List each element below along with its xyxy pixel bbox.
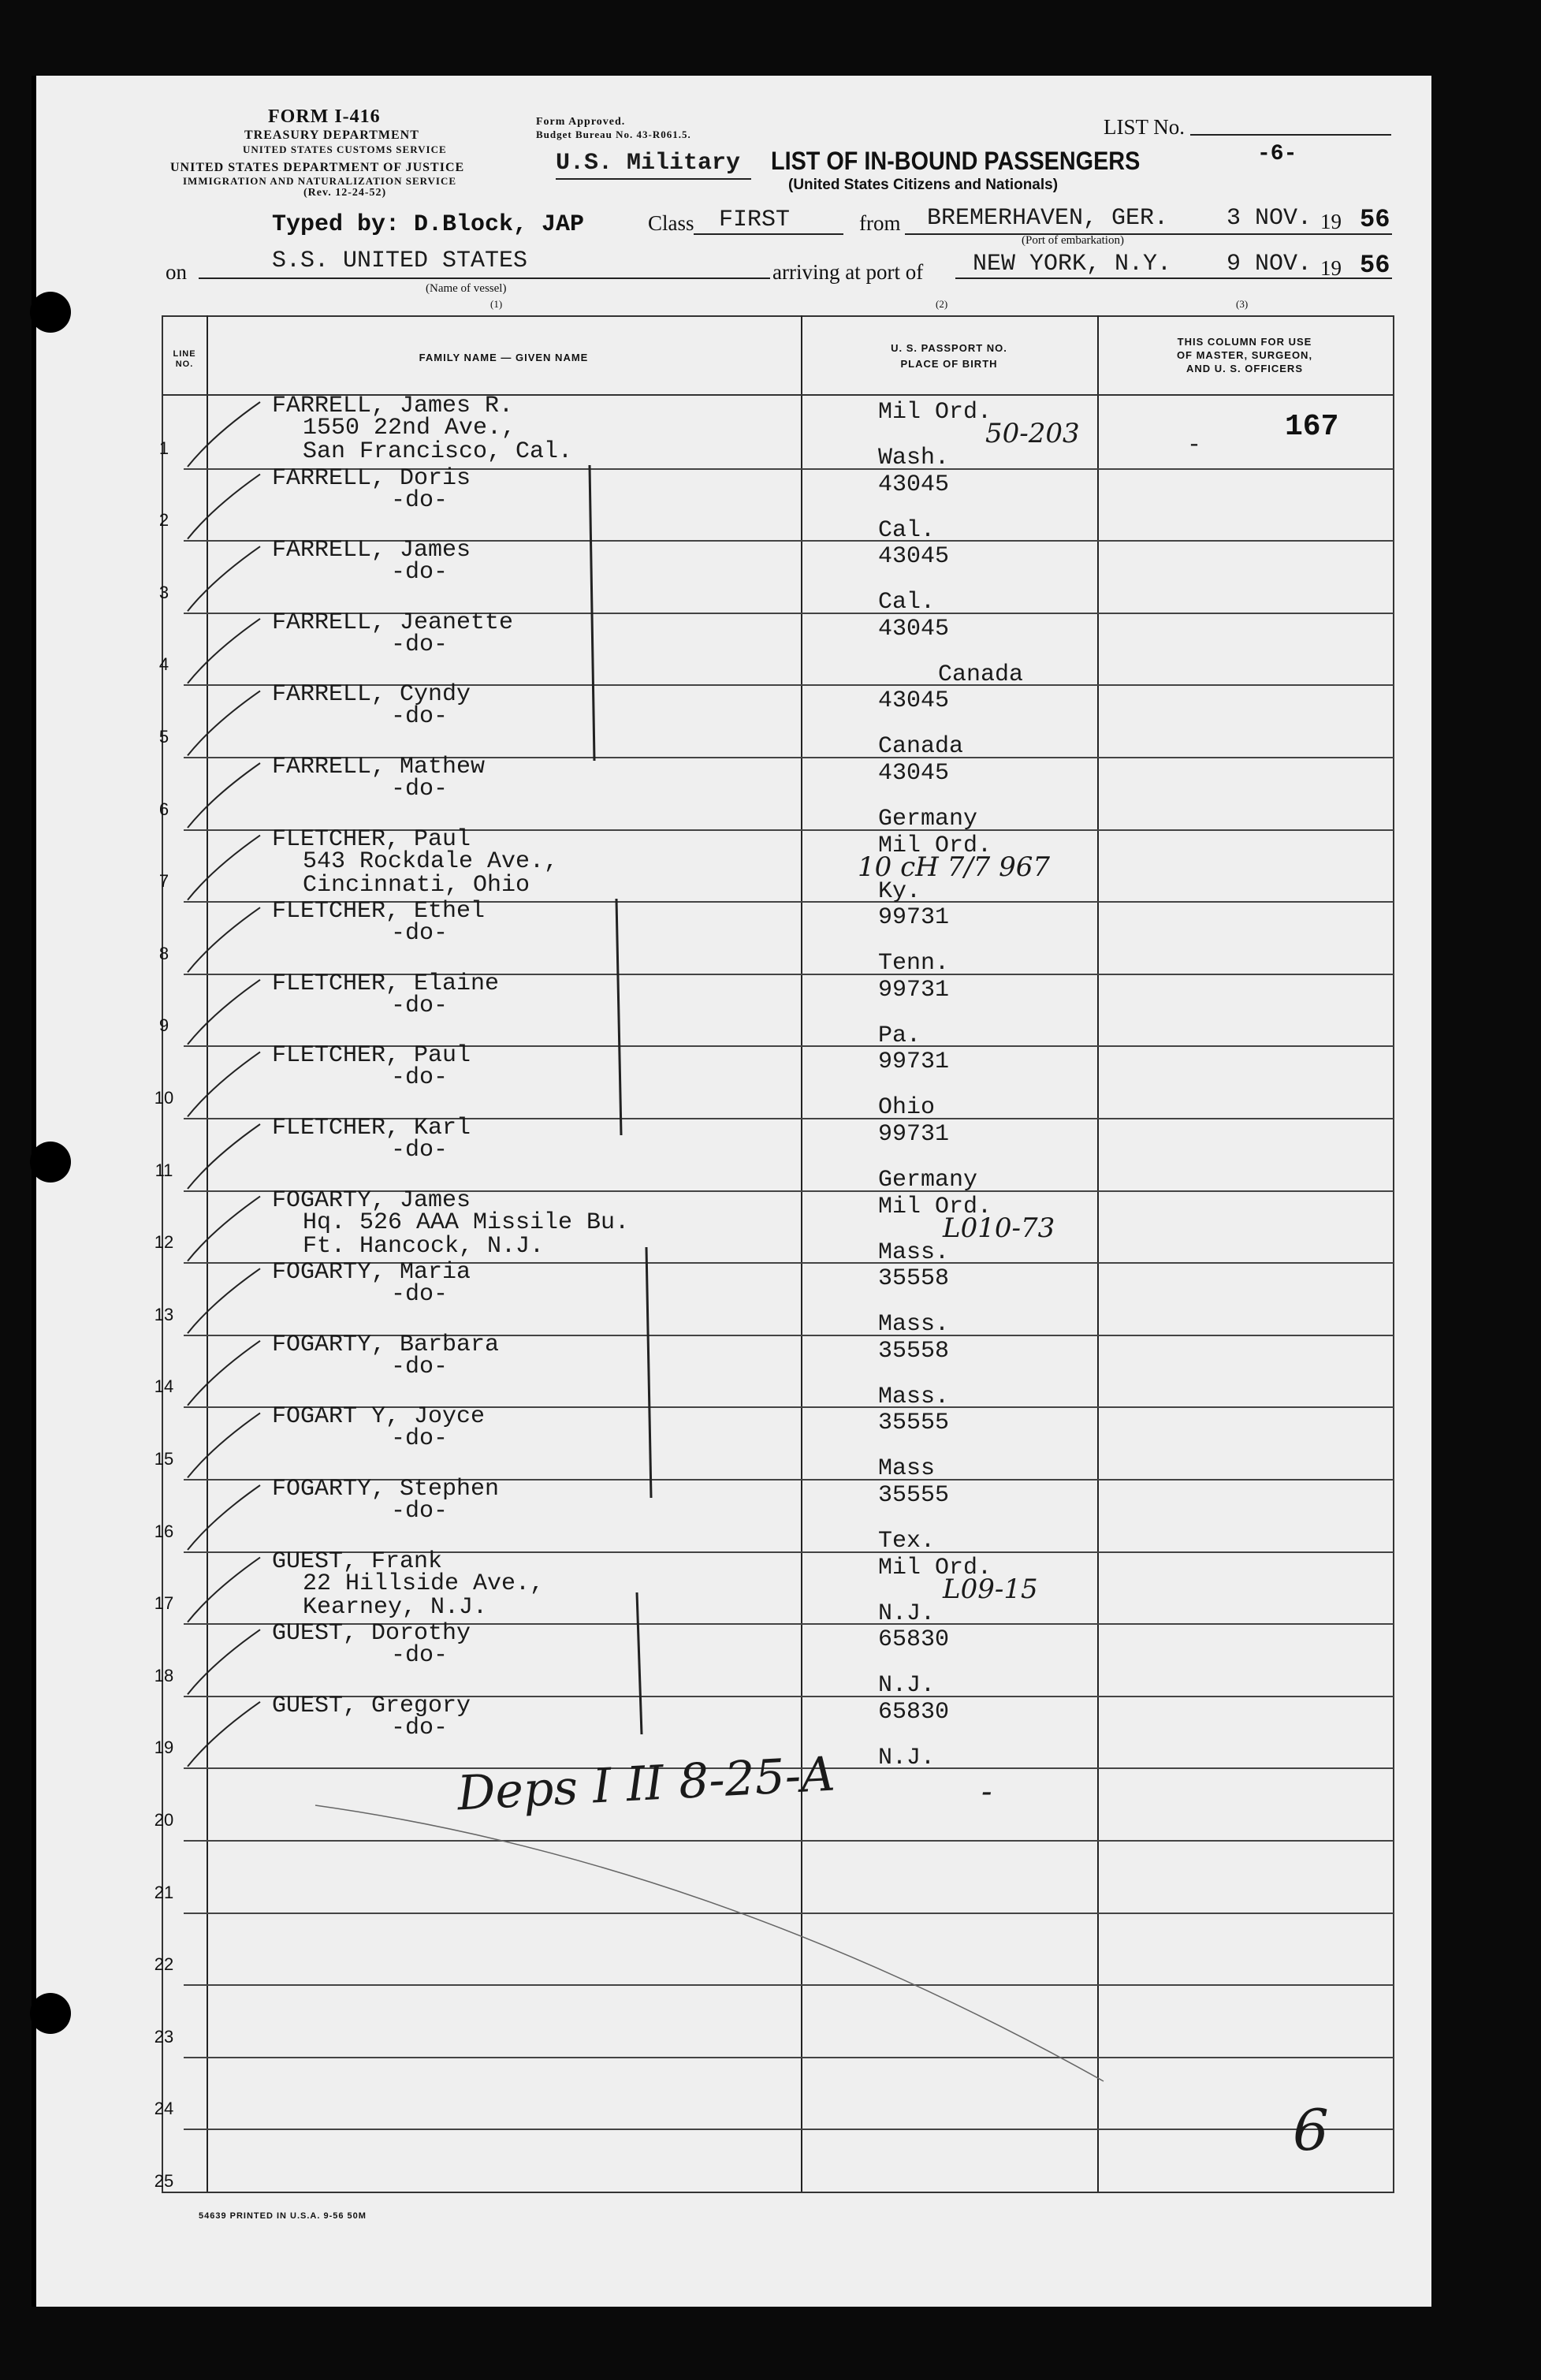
check-mark (188, 475, 260, 539)
place-of-birth: Mass (878, 1455, 936, 1483)
line-number: 4 (158, 654, 169, 675)
passport-number: Mil Ord. (878, 399, 992, 426)
line-number: 16 (154, 1521, 174, 1541)
revision-date: (Rev. 12-24-52) (303, 187, 387, 199)
passenger-name: GUEST, Frank (272, 1548, 443, 1575)
line-number: 11 (154, 1160, 173, 1180)
passport-number: 65830 (878, 1626, 950, 1654)
line-number: 20 (154, 1810, 174, 1830)
line-number: 14 (154, 1376, 174, 1397)
ditto-mark: -do- (391, 1353, 449, 1380)
passport-number: 99731 (878, 1121, 950, 1148)
passport-number: Mil Ord. (878, 1554, 992, 1581)
line-number: 17 (154, 1593, 174, 1614)
handwritten-page-number: 6 (1293, 2097, 1329, 2163)
col-header-birthplace: PLACE OF BIRTH (900, 358, 998, 370)
embark-port: BREMERHAVEN, GER. (927, 205, 1169, 232)
check-mark (188, 1124, 260, 1189)
passenger-name: GUEST, Dorothy (272, 1620, 471, 1648)
form-number: FORM I-416 (268, 106, 381, 127)
justice-dept: UNITED STATES DEPARTMENT OF JUSTICE (170, 161, 465, 174)
document-subtitle: (United States Citizens and Nationals) (788, 177, 1059, 193)
line-number: 8 (158, 943, 169, 963)
col2-number: (2) (936, 298, 948, 310)
check-mark (188, 1702, 260, 1767)
check-mark (188, 980, 260, 1045)
passenger-name: GUEST, Gregory (272, 1692, 471, 1719)
family-bracket (637, 1592, 642, 1734)
class-value: FIRST (719, 207, 791, 233)
military-stamp: U.S. Military (556, 150, 741, 177)
check-mark (188, 836, 260, 900)
place-of-birth: Ky. (878, 877, 921, 905)
line-number: 21 (154, 1882, 174, 1902)
passenger-name: FARRELL, Doris (272, 464, 471, 492)
check-mark (188, 1341, 260, 1406)
list-number: -6- (1257, 142, 1297, 166)
ditto-mark: -do- (391, 631, 449, 658)
passport-number: 35558 (878, 1337, 950, 1365)
passport-number: 43045 (878, 760, 950, 787)
passport-number: 99731 (878, 976, 950, 1004)
check-mark (188, 1558, 260, 1622)
passenger-address: Hq. 526 AAA Missile Bu. (303, 1209, 630, 1236)
line-number: 9 (158, 1015, 169, 1036)
place-of-birth: N.J. (878, 1744, 936, 1771)
embark-year: 56 (1360, 205, 1390, 234)
handwritten-code: L010-73 (943, 1212, 1055, 1244)
passport-number: 35555 (878, 1482, 950, 1509)
passenger-name: FOGARTY, Stephen (272, 1476, 500, 1503)
line-number: 23 (154, 2026, 174, 2047)
check-mark (188, 763, 260, 828)
ditto-mark: -do- (391, 1064, 449, 1092)
passenger-name: FLETCHER, Ethel (272, 898, 486, 926)
passenger-name: FLETCHER, Paul (272, 1042, 471, 1070)
passport-number: Mil Ord. (878, 832, 992, 859)
passport-number: 43045 (878, 615, 950, 642)
ditto-mark: -do- (391, 1642, 449, 1670)
typed-by: Typed by: D.Block, JAP (272, 211, 585, 238)
passport-number: 43045 (878, 687, 950, 715)
ditto-mark: -do- (391, 1714, 449, 1741)
passenger-name: FLETCHER, Elaine (272, 970, 500, 997)
passenger-name: FOGARTY, James (272, 1186, 471, 1214)
handwritten-code: 10 cH 7/7 967 (858, 851, 1050, 883)
family-bracket (590, 465, 594, 761)
ditto-mark: -do- (391, 920, 449, 948)
passport-number: 43045 (878, 543, 950, 571)
line-number: 25 (154, 2171, 174, 2191)
place-of-birth: Mass. (878, 1238, 950, 1266)
place-of-birth: Mass. (878, 1383, 950, 1410)
passenger-city: Cincinnati, Ohio (303, 871, 530, 899)
passenger-address: 1550 22nd Ave., (303, 415, 516, 441)
place-of-birth: Ohio (878, 1094, 936, 1122)
passenger-name: FLETCHER, Paul (272, 825, 471, 853)
passenger-address: 543 Rockdale Ave., (303, 847, 559, 875)
ditto-mark: -do- (391, 1498, 449, 1525)
col-header-officer-3: AND U. S. OFFICERS (1186, 363, 1303, 374)
col-header-passport: U. S. PASSPORT NO. (891, 342, 1007, 354)
check-mark (188, 1197, 260, 1261)
line-number: 15 (154, 1449, 174, 1469)
check-mark (188, 402, 260, 467)
family-bracket (616, 899, 621, 1135)
place-of-birth: Tex. (878, 1528, 936, 1555)
place-of-birth: N.J. (878, 1600, 936, 1627)
arrival-date: 9 NOV. (1226, 251, 1312, 277)
ditto-mark: -do- (391, 1425, 449, 1453)
passenger-name: FARRELL, James R. (272, 393, 514, 419)
treasury-dept: TREASURY DEPARTMENT (244, 128, 419, 142)
passenger-name: FARRELL, Mathew (272, 754, 486, 780)
on-label: on (166, 260, 187, 284)
passport-number: 35558 (878, 1265, 950, 1293)
passport-number: 65830 (878, 1698, 950, 1726)
passenger-city: Ft. Hancock, N.J. (303, 1232, 545, 1260)
check-mark (188, 1413, 260, 1477)
vessel-caption: (Name of vessel) (426, 282, 507, 295)
place-of-birth: Germany (878, 1167, 978, 1194)
line-number: 6 (158, 799, 169, 819)
place-of-birth: Mass. (878, 1311, 950, 1339)
passenger-name: FOGART Y, Joyce (272, 1403, 486, 1431)
check-mark (188, 619, 260, 683)
place-of-birth: Canada (878, 733, 964, 761)
check-mark (188, 1629, 260, 1694)
vessel-name: S.S. UNITED STATES (272, 248, 528, 274)
col-header-officer-2: OF MASTER, SURGEON, (1176, 349, 1313, 361)
passport-number: 99731 (878, 904, 950, 932)
line-number: 2 (158, 510, 169, 531)
place-of-birth: Wash. (878, 445, 950, 471)
check-mark (188, 1268, 260, 1333)
budget-bureau: Budget Bureau No. 43-R061.5. (536, 128, 691, 140)
arriving-label: arriving at port of (772, 260, 924, 284)
customs-service: UNITED STATES CUSTOMS SERVICE (243, 143, 447, 155)
print-footer: 54639 PRINTED IN U.S.A. 9-56 50M (199, 2211, 367, 2221)
passport-number: 35555 (878, 1410, 950, 1437)
passenger-name: FARRELL, Jeanette (272, 609, 514, 636)
line-number: 18 (154, 1665, 174, 1685)
list-no-label: LIST No. (1104, 115, 1186, 139)
passport-number: 43045 (878, 471, 950, 498)
line-number: 24 (154, 2099, 174, 2119)
ditto-mark: -do- (391, 1281, 449, 1309)
line-number: 3 (158, 582, 169, 602)
passenger-name: FOGARTY, Barbara (272, 1331, 500, 1358)
line-number: 1 (158, 438, 169, 458)
line-number: 13 (154, 1304, 174, 1324)
passenger-name: FLETCHER, Karl (272, 1115, 471, 1142)
place-of-birth: N.J. (878, 1672, 936, 1700)
ins-service: IMMIGRATION AND NATURALIZATION SERVICE (183, 175, 457, 187)
passenger-name: FOGARTY, Maria (272, 1259, 471, 1287)
officer-dash: - (1187, 432, 1202, 459)
passenger-address: 22 Hillside Ave., (303, 1570, 545, 1597)
embark-year-prefix: 19 (1320, 210, 1342, 233)
col1-number: (1) (490, 298, 503, 310)
port-embark-caption: (Port of embarkation) (1022, 234, 1124, 247)
stray-pen-line (315, 1805, 1104, 2081)
check-mark (188, 1485, 260, 1550)
form-approved: Form Approved. (536, 116, 626, 128)
check-mark (188, 1052, 260, 1116)
col3-number: (3) (1236, 298, 1249, 310)
ditto-mark: -do- (391, 1137, 449, 1164)
arrival-year: 56 (1360, 251, 1390, 280)
from-label: from (859, 211, 901, 235)
class-label: Class (648, 211, 694, 235)
check-mark (188, 907, 260, 972)
check-mark (188, 546, 260, 611)
place-of-birth: Canada (938, 661, 1024, 688)
officer-count: 167 (1285, 410, 1339, 444)
passenger-name: FARRELL, James (272, 537, 471, 564)
line-number: 7 (158, 871, 169, 892)
line-number: 10 (154, 1088, 174, 1108)
place-of-birth: Cal. (878, 589, 936, 616)
line-number: 5 (158, 727, 169, 747)
document-title: LIST OF IN-BOUND PASSENGERS (771, 147, 1141, 175)
place-of-birth: Germany (878, 806, 978, 832)
passenger-city: Kearney, N.J. (303, 1593, 488, 1621)
arrival-year-prefix: 19 (1320, 256, 1342, 280)
passport-number: 99731 (878, 1048, 950, 1076)
family-bracket (646, 1247, 651, 1498)
check-mark (188, 691, 260, 755)
passenger-city: San Francisco, Cal. (303, 438, 573, 465)
ditto-mark: -do- (391, 776, 449, 803)
place-of-birth: Cal. (878, 516, 936, 544)
col-header-officer-1: THIS COLUMN FOR USE (1177, 336, 1312, 348)
handwritten-note: Deps I II 8-25-A (456, 1746, 837, 1822)
place-of-birth: Tenn. (878, 950, 950, 978)
passenger-name: FARRELL, Cyndy (272, 681, 471, 709)
arrival-port: NEW YORK, N.Y. (973, 251, 1172, 277)
ditto-mark: -do- (391, 703, 449, 731)
ditto-mark: -do- (391, 559, 449, 587)
line-number: 19 (154, 1738, 174, 1758)
line-number: 12 (154, 1232, 174, 1253)
handwritten-code: L09-15 (943, 1573, 1038, 1605)
ditto-mark: -do- (391, 992, 449, 1019)
handwritten-note-dash: - (981, 1774, 992, 1810)
ditto-mark: -do- (391, 486, 449, 514)
place-of-birth: Pa. (878, 1022, 921, 1049)
line-number: 22 (154, 1954, 174, 1975)
col-header-line: LINE NO. (173, 349, 196, 369)
col-header-name: FAMILY NAME — GIVEN NAME (419, 352, 589, 363)
handwritten-code: 50-203 (985, 418, 1080, 449)
passport-number: Mil Ord. (878, 1193, 992, 1220)
embark-date: 3 NOV. (1226, 205, 1312, 232)
